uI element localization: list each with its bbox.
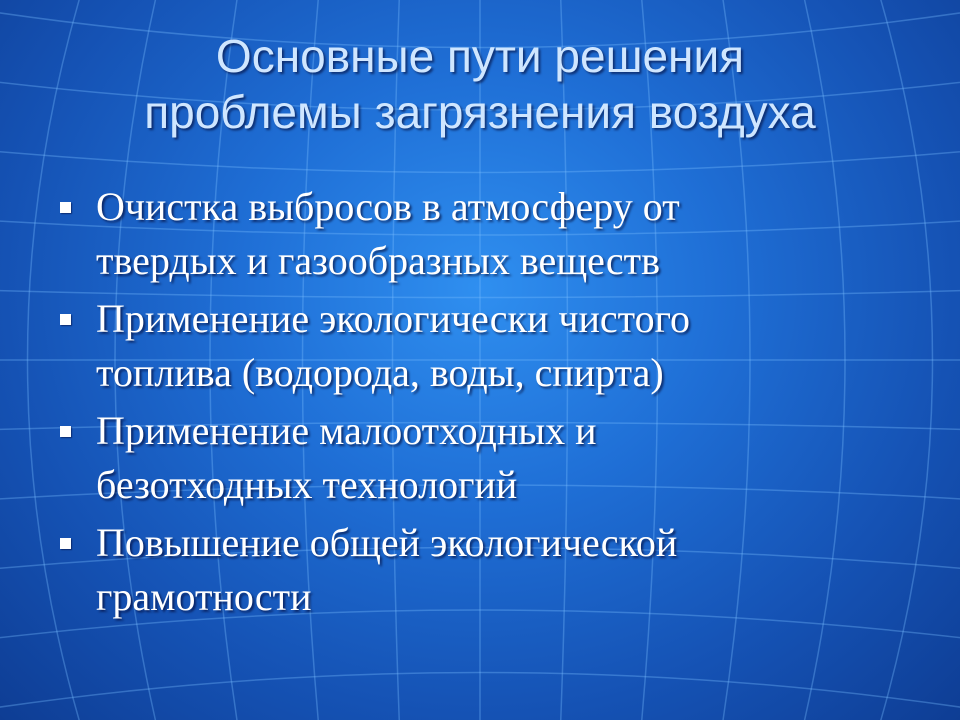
square-bullet-icon xyxy=(60,538,71,549)
slide-title-line-2: проблемы загрязнения воздуха xyxy=(144,86,816,138)
slide-title-line-1: Основные пути решения xyxy=(215,30,745,82)
bullet-item-4-line-2: грамотности xyxy=(96,574,312,619)
bullet-item-1 xyxy=(58,180,918,288)
bullet-item-4-line-1: Повышение общей экологической xyxy=(96,520,678,565)
square-bullet-icon xyxy=(60,426,71,437)
square-bullet-icon xyxy=(60,202,71,213)
bullet-item-2 xyxy=(58,292,918,400)
slide-title xyxy=(40,28,920,140)
bullet-item-3-line-1: Применение малоотходных и xyxy=(96,408,597,453)
bullet-item-4 xyxy=(58,516,918,624)
bullet-item-1-line-2: твердых и газообразных веществ xyxy=(96,238,660,283)
bullet-item-2-line-2: топлива (водорода, воды, спирта) xyxy=(96,350,664,395)
square-bullet-icon xyxy=(60,314,71,325)
bullet-item-1-line-1: Очистка выбросов в атмосферу от xyxy=(96,184,680,229)
bullet-list xyxy=(58,180,918,628)
bullet-item-3 xyxy=(58,404,918,512)
bullet-item-3-line-2: безотходных технологий xyxy=(96,462,518,507)
bullet-item-2-line-1: Применение экологически чистого xyxy=(96,296,691,341)
